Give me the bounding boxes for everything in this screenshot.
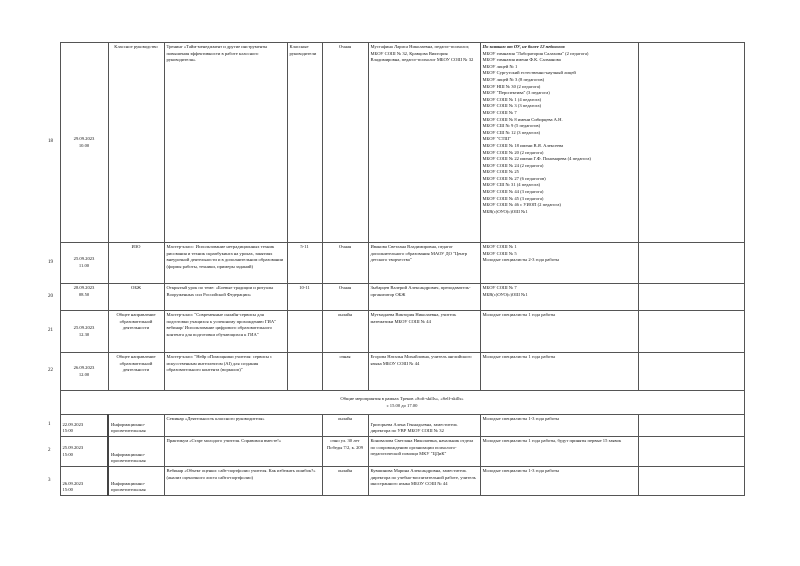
form-cell: Очная <box>322 243 368 284</box>
participants-cell: Классные руководители <box>287 43 322 243</box>
target-item: Молодые специалисты 1 года работы <box>482 312 556 317</box>
target-item: МБОУ СОШ № 44 (3 педагога) <box>482 189 544 195</box>
table-row <box>48 43 744 243</box>
notes-cell <box>638 243 744 284</box>
time: 12.30 <box>78 331 90 337</box>
form-cell: онлайн <box>322 467 368 496</box>
participants-cell: 10-11 <box>287 284 322 311</box>
time: 10.00 <box>78 142 90 148</box>
target-item: МБОУ "Перспектива" (3 педагога) <box>482 90 550 96</box>
target-item: МБОУ СОШ № 22 имени Г.Ф. Пономарева (4 педагога) <box>482 156 591 162</box>
target-cell: Молодые специалисты 1 года работы, будут приняты первые 15 заявок <box>480 437 638 467</box>
row-number: 19 <box>48 243 60 284</box>
direction-cell: ИЗО <box>108 243 164 284</box>
date-cell <box>60 243 108 284</box>
direction-cell: ОБЖ <box>108 284 164 311</box>
topic-cell: Семинар «Деятельность классного руководителя» <box>164 415 322 437</box>
date: 25.09.2023 <box>73 256 95 262</box>
section-time: с 15.00 до 17.00 <box>386 402 418 408</box>
target-cell: Молодые специалисты 1-3 года работы <box>480 467 638 496</box>
direction-cell: Общее направление образовательной деятельности <box>108 311 164 353</box>
target-item: МБОУ гимназия "Лаборатория Салахова" (2 педагога) <box>482 50 589 56</box>
notes-cell <box>638 284 744 311</box>
target-list <box>483 51 636 216</box>
participants-cell: 5-11 <box>287 243 322 284</box>
topic-cell: Открытый урок по теме: «Боевые традиции и ритуалы Вооруженных сил Российской Федерации» <box>164 284 287 311</box>
form-cell: онлайн <box>322 415 368 437</box>
date: 28.09.2023 <box>73 285 95 290</box>
row-number: 20 <box>48 284 60 311</box>
target-item: МБОУ лицей № 3 (8 педагогов) <box>482 76 545 82</box>
time: 15:00 <box>62 451 73 457</box>
topic-cell: Вебинар «Объект оценки: сайт-портфолио учителя. Как избежать ошибок?» (анализ оценочного листа сайта-портфолио) <box>164 467 322 496</box>
target-list <box>483 354 636 361</box>
speakers-cell: Зыбарцев Валерий Александрович, преподаватель-организатор ОБЖ <box>368 284 480 311</box>
type-cell: Информационно-просветительская <box>108 415 164 437</box>
target-item: МБОУ СОШ № 7 <box>482 285 517 290</box>
speakers-cell: Мутмадаева Виктория Николаевна, учитель математики МБОУ СОШ № 44 <box>368 311 480 353</box>
form-cell: Очная <box>322 43 368 243</box>
topic-cell: Практикум «Старт молодого учителя. Справимся вместе!» <box>164 437 322 467</box>
notes-cell <box>638 415 744 437</box>
time: 15:00 <box>62 428 73 434</box>
date: 29.09.2023 <box>73 135 95 141</box>
date: 26.09.2023 <box>62 480 84 486</box>
target-item: МБВ(с)ОУО(с)ОШ №1 <box>482 291 528 297</box>
target-cell <box>480 353 638 391</box>
date-cell <box>60 311 108 353</box>
participants-cell <box>287 311 322 353</box>
target-item: МБВ(с)ОУО(с)ОШ №1 <box>482 208 528 214</box>
form-cell: очная <box>322 353 368 391</box>
table-row <box>48 243 744 284</box>
target-item: МБОУ СШ № 31 (4 педагога) <box>482 182 541 188</box>
target-cell <box>480 243 638 284</box>
type-cell: Информационно-просветительская <box>108 437 164 467</box>
notes-cell <box>638 437 744 467</box>
row-number: 22 <box>48 353 60 391</box>
target-list <box>483 312 636 319</box>
target-item: МБОУ СОШ № 25 <box>482 169 519 175</box>
notes-cell <box>638 311 744 353</box>
target-cell <box>480 311 638 353</box>
table-row <box>48 284 744 311</box>
time: 15:00 <box>62 487 73 493</box>
target-item: МБОУ СОШ № 7 <box>482 109 517 115</box>
speakers-cell: Егорова Наталья Михайловна, учитель английского языка МБОУ СОШ № 44 <box>368 353 480 391</box>
target-item: МБОУ СОШ № 3 (3 педагога) <box>482 103 542 109</box>
topic-cell: Мастер-класс: Использование нетрадиционных техник рисования и техник скрапбукинга на уроках, занятиях внеурочной деятельности и в дополнительном образовании (формы работы, техники, примеры заданий) <box>164 243 287 284</box>
date-cell <box>60 43 108 243</box>
date-cell <box>60 415 108 437</box>
target-item: МБОУ СОШ № 18 имени В.Я. Алексеева <box>482 142 564 148</box>
target-item: МБОУ НШ № 30 (2 педагога) <box>482 83 541 89</box>
target-item: МБОУ СОШ № 45 (3 педагога) <box>482 195 544 201</box>
speakers-cell: Мустафина Лариса Николаевна, педагог-психолог, МБОУ СОШ № 32, Кравцова Виктория Владимировна, педагог-психолог МБОУ СОШ № 32 <box>368 43 480 243</box>
direction-cell: Классное руководство <box>108 43 164 243</box>
row-number: 3 <box>48 467 60 496</box>
event-row <box>48 437 744 467</box>
target-item: МБОУ СШ № 12 (3 педагога) <box>482 129 541 135</box>
row-number: 18 <box>48 43 60 243</box>
notes-cell <box>638 467 744 496</box>
section-title: Общие мероприятия в рамках Треков «Soft-skills», «Self-skills» <box>340 395 464 401</box>
target-cell <box>480 43 638 243</box>
topic-cell: Тренинг «Тайм-менеджмент и другие инструменты повышения эффективности в работе классного руководителя». <box>164 43 287 243</box>
target-item: МБОУ СОШ № 1 <box>482 244 517 249</box>
time: 08.50 <box>78 291 90 297</box>
date: 25.09.2023 <box>62 444 84 450</box>
target-item: МБОУ СОШ № 5 <box>482 250 517 256</box>
topic-cell: Мастер-класс "Нейр оПомощники учителя: сервисы с искусственным интеллектом (AI) для создания образовательного контента (воркшоп)" <box>164 353 287 391</box>
notes-cell <box>638 353 744 391</box>
speakers-cell: Кувшинова Марина Александровна, заместитель директора по учебно-воспитательной работе, учитель иностранного языка МБОУ СОШ № 44 <box>368 467 480 496</box>
target-header: По заявкам от ОУ, не более 12 педагогов <box>482 44 565 49</box>
target-item: МБОУ СОШ № 1 (4 педагога) <box>482 96 542 102</box>
time: 12.00 <box>78 371 90 377</box>
target-item: МБОУ лицей № 1 <box>482 63 518 69</box>
target-cell: Молодые специалисты 1-3 года работы <box>480 415 638 437</box>
event-row <box>48 415 744 437</box>
speakers-cell: Иванова Светлана Владимировна, педагог дополнительного образования МАОУ ДО "Центр детского творчества" <box>368 243 480 284</box>
target-item: МБОУ "СТШ" <box>482 136 511 142</box>
date-cell <box>60 353 108 391</box>
table-row <box>48 353 744 391</box>
speakers-cell: Григорьева Алена Геннадьевна, заместитель директора по УВР МБОУ СОШ № 32 <box>368 415 480 437</box>
target-item: Молодые специалисты 1 года работы <box>482 354 556 359</box>
target-item: МБОУ СОШ № 27 (6 педагогов) <box>482 175 546 181</box>
target-item: МБОУ СОШ № 46 с УИОП (2 педагога) <box>482 202 561 208</box>
target-item: МБОУ Сургутский естественно-научный лицей <box>482 70 576 76</box>
form-cell: Очная <box>322 284 368 311</box>
target-item: Молодые специалисты 2-3 года работы <box>482 257 560 263</box>
target-item: МБОУ СОШ № 24 (2 педагога) <box>482 162 544 168</box>
date: 25.09.2023 <box>73 324 95 330</box>
target-list <box>483 244 636 264</box>
table-row <box>48 311 744 353</box>
section-header <box>60 391 744 415</box>
time: 11.00 <box>78 263 90 268</box>
topic-cell: Мастер-класс "Современные онлайн-сервисы для подготовки учащихся к успешному прохождению ГИА" вебинар/ Использование цифрового образовательного контента для подготовки обучающихся к ГИА" <box>164 311 287 353</box>
target-item: МБОУ гимназия имени Ф.К. Салманова <box>482 57 561 63</box>
row-number: 2 <box>48 437 60 467</box>
date: 22.09.2023 <box>62 421 84 427</box>
target-item: МБОУ СОШ № 8 имени Сибирцева А.Н. <box>482 116 563 122</box>
events-table <box>48 42 745 496</box>
date-cell <box>60 437 108 467</box>
row-number: 1 <box>48 415 60 437</box>
target-list <box>483 285 636 298</box>
target-item: МБОУ СШ № 9 (5 педагогов) <box>482 123 541 129</box>
date-cell <box>60 467 108 496</box>
speakers-cell: Коновалова Светлана Николаевна, начальник отдела по сопровождению организации психолого-педагогической помощи МКУ "ЦДиК" <box>368 437 480 467</box>
target-item: МБОУ СОШ № 20 (2 педагога) <box>482 149 544 155</box>
type-cell: Информационно-просветительская <box>108 467 164 496</box>
empty-cell <box>48 391 60 415</box>
form-cell: очно ул. 30 лет Победы 7/2, к. 209 <box>322 437 368 467</box>
notes-cell <box>638 43 744 243</box>
row-number: 21 <box>48 311 60 353</box>
form-cell: онлайн <box>322 311 368 353</box>
target-cell <box>480 284 638 311</box>
event-row <box>48 467 744 496</box>
date: 26.09.2023 <box>73 364 95 370</box>
date-cell <box>60 284 108 311</box>
direction-cell: Общее направление образовательной деятельности <box>108 353 164 391</box>
section-header-row <box>48 391 744 415</box>
participants-cell <box>287 353 322 391</box>
